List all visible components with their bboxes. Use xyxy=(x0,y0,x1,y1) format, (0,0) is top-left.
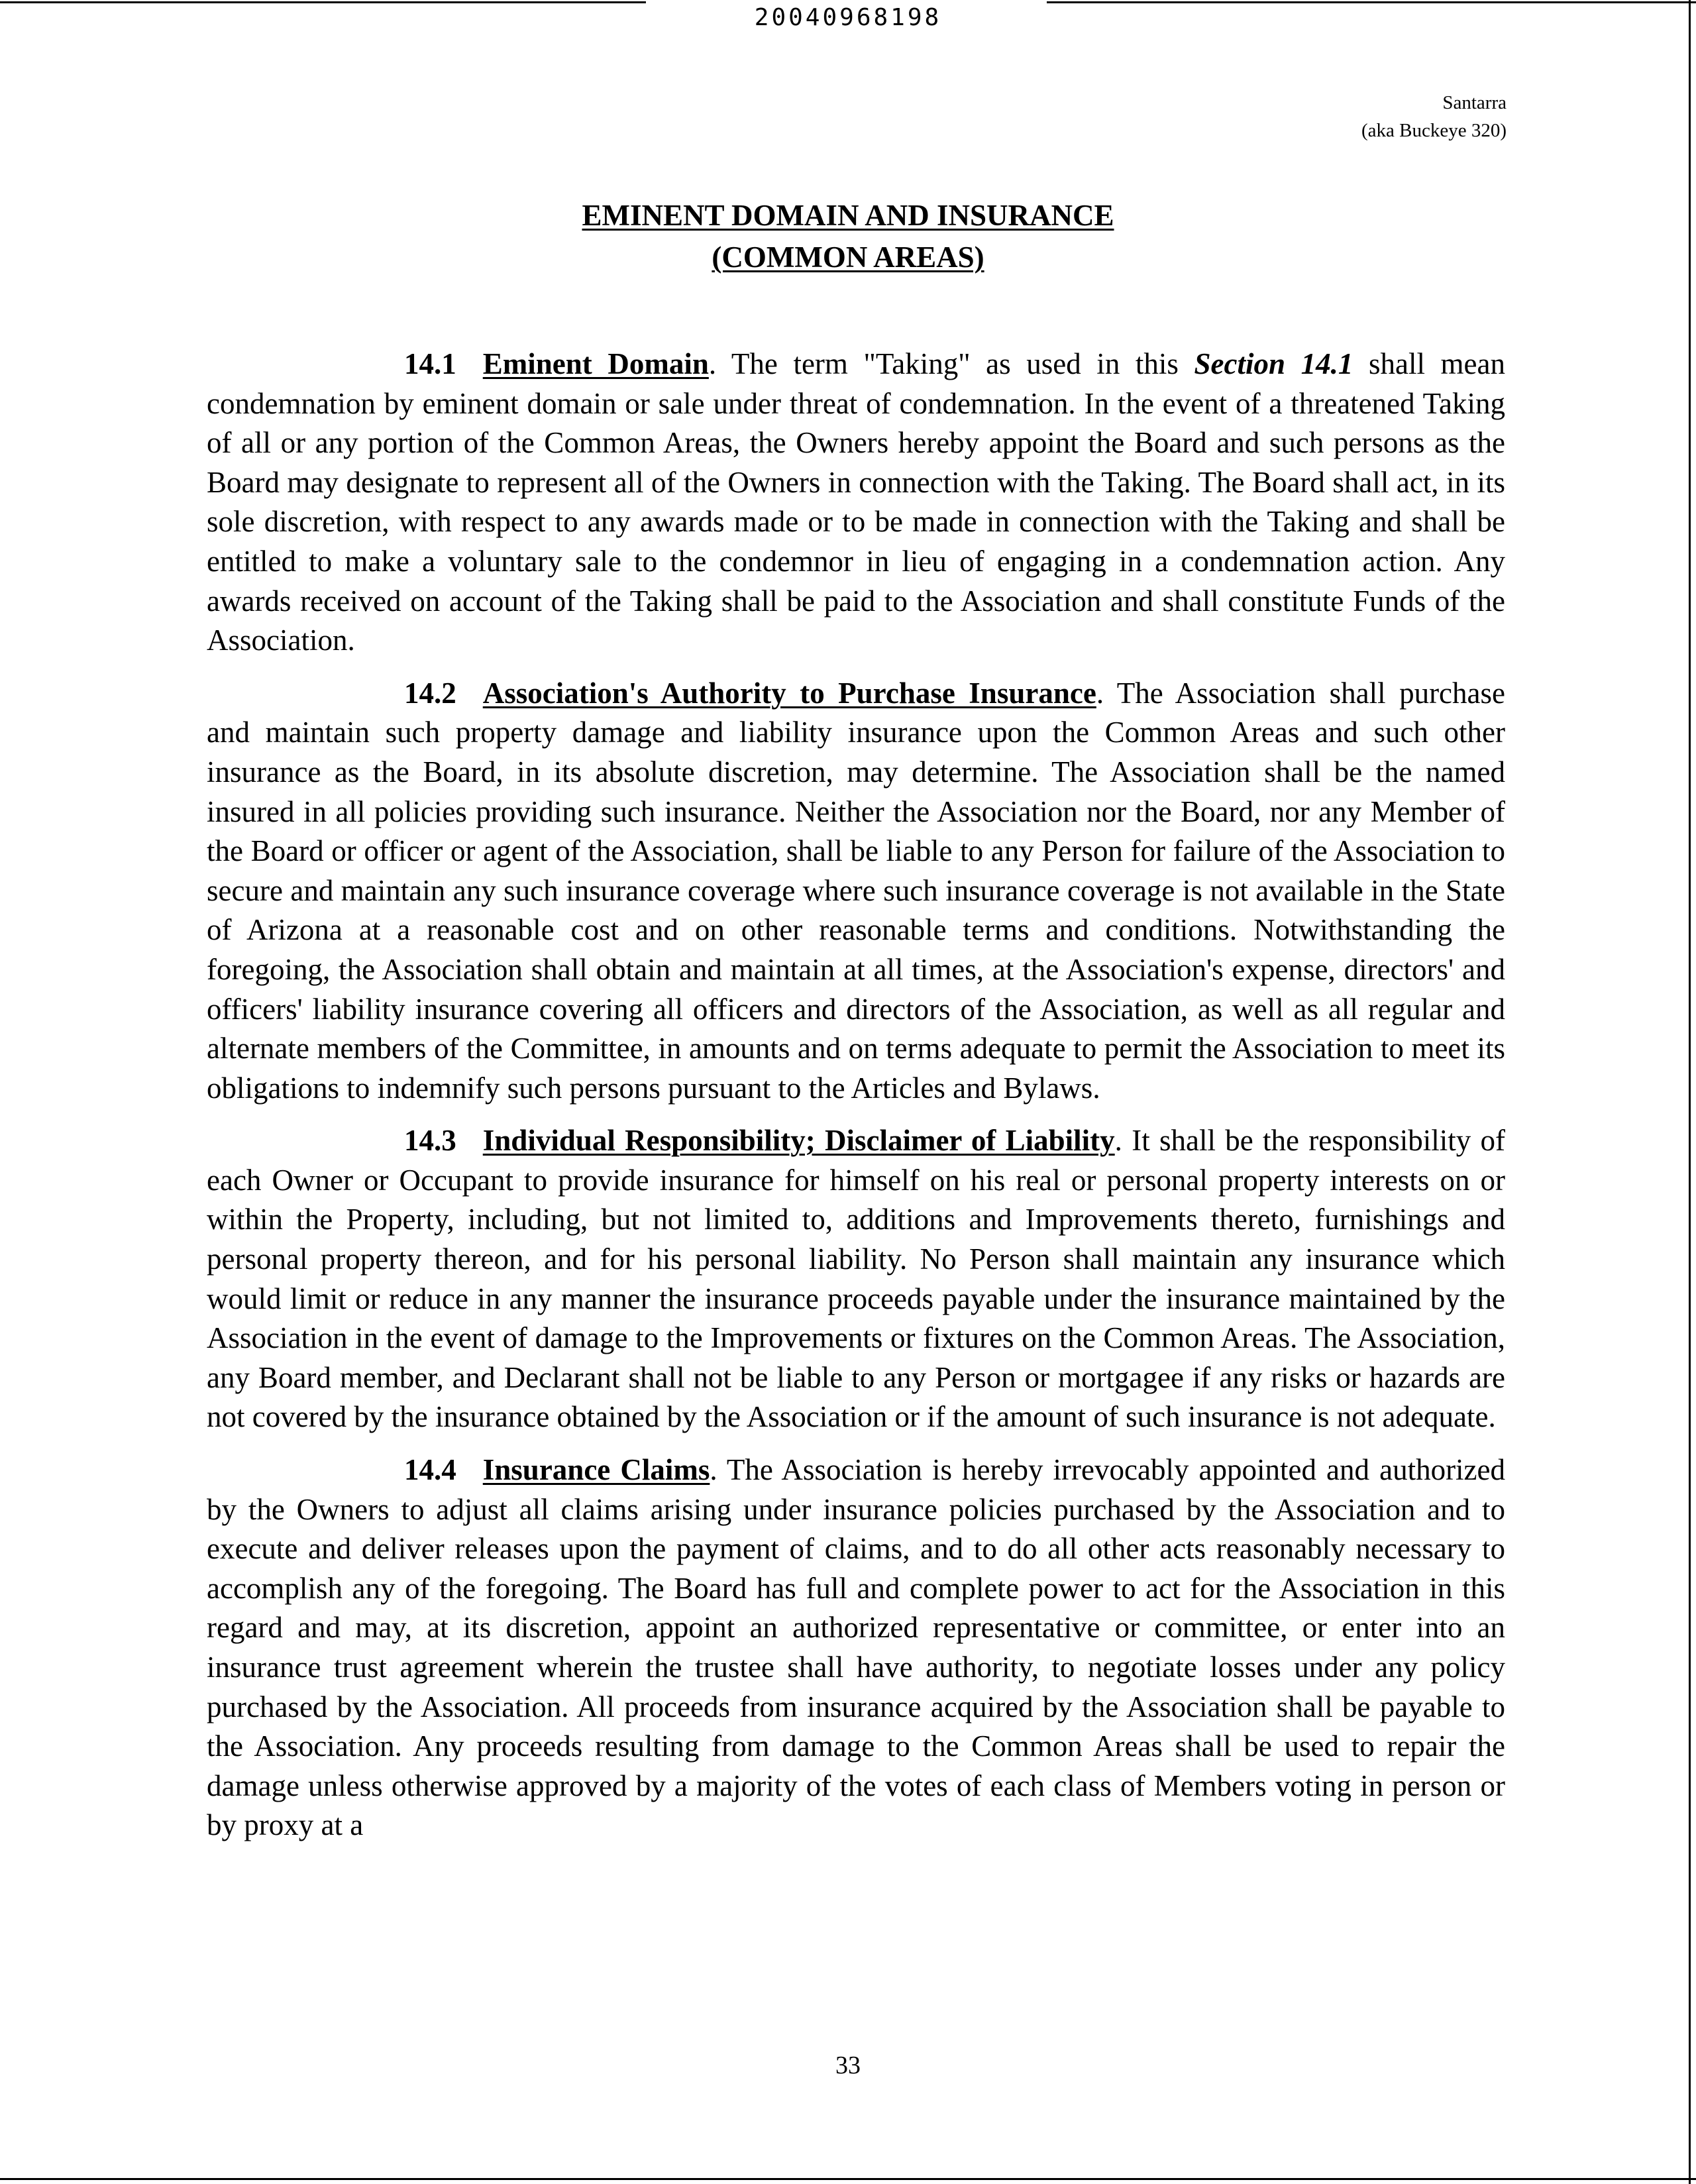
section-number: 14.2 xyxy=(404,676,456,710)
section-14-4: 14.4 Insurance Claims. The Association is hereby irrevocably appointed and authorized by the Owners to adjust all claims arising under insurance policies purchased by the Association and to execute and deliver releases upon the payment of claims, and to do all other acts reasonably necessary to accomplish any of the foregoing. The Board has full and complete power to act for the Association in this regard and may, at its discretion, appoint an authorized representative or committee, or enter into an insurance trust agreement wherein the trustee shall have authority, to negotiate losses under any policy purchased by the Association. All proceeds from insurance acquired by the Association shall be payable to the Association. Any proceeds resulting from damage to the Common Areas shall be used to repair the damage unless otherwise approved by a majority of the votes of each class of Members voting in person or by proxy at a xyxy=(207,1453,1506,1842)
article-title xyxy=(0,195,1696,278)
section-text: The Association is hereby irrevocably appointed and authorized by the Owners to adjust all claims arising under insurance policies purchased by the Association and to execute and deliver releases upon the payment of claims, and to do all other acts reasonably necessary to accomplish any of the foregoing. The Board has full and complete power to act for the Association in this regard and may, at its discretion, appoint an authorized representative or committee, or enter into an insurance trust agreement wherein the trustee shall have authority, to negotiate losses under any policy purchased by the Association. All proceeds from insurance acquired by the Association shall be payable to the Association. Any proceeds resulting from damage to the Common Areas shall be used to repair the damage unless otherwise approved by a majority of the votes of each class of Members voting in person or by proxy at a xyxy=(207,1453,1506,1842)
section-title: Insurance Claims xyxy=(482,1453,710,1487)
article-title-line2: (COMMON AREAS) xyxy=(712,241,984,274)
section-reference: Section 14.1 xyxy=(1194,347,1353,380)
section-text: It shall be the responsibility of each Owner or Occupant to provide insurance for himself on his real or personal property interests on or within the Property, including, but not limited to, additions and Improvements thereto, furnishings and personal property thereon, and for his personal liability. No Person shall maintain any insurance which would limit or reduce in any manner the insurance proceeds payable under the insurance maintained by the Association in the event of damage to the Improvements or fixtures on the Common Areas. The Association, any Board member, and Declarant shall not be liable to any Person or mortgagee if any risks or hazards are not covered by the insurance obtained by the Association or if the amount of such insurance is not adequate. xyxy=(207,1124,1505,1434)
section-title: Eminent Domain xyxy=(482,347,709,380)
section-number: 14.3 xyxy=(404,1124,456,1158)
article-title-line1: EMINENT DOMAIN AND INSURANCE xyxy=(582,199,1114,232)
section-text: The Association shall purchase and maintain such property damage and liability insurance upon the Common Areas and such other insurance as the Board, in its absolute discretion, may determine. The Association shall be the named insured in all policies providing such insurance. Neither the Association nor the Board, nor any Member of the Board or officer or agent of the Association, shall be liable to any Person for failure of the Association to secure and maintain any such insurance coverage where such insurance coverage is not available in the State of Arizona at a reasonable cost and on other reasonable terms and conditions. Notwithstanding the foregoing, the Association shall obtain and maintain at all times, at the Association's expense, directors' and officers' liability insurance covering all officers and directors of the Association, as well as all regular and alternate members of the Committee, in amounts and on terms adequate to permit the Association to meet its obligations to indemnify such persons pursuant to the Articles and Bylaws. xyxy=(207,676,1505,1105)
page-number: 33 xyxy=(835,2051,861,2079)
header-project-name: Santarra xyxy=(1442,92,1507,113)
document-id: 20040968198 xyxy=(754,4,942,31)
header-right xyxy=(1361,89,1507,144)
document-body xyxy=(207,345,1505,1859)
section-title: Association's Authority to Purchase Insurance xyxy=(482,676,1096,710)
section-text-continued: shall mean condemnation by eminent domain or sale under threat of condemnation. In the event of a threatened Taking of all or any portion of the Common Areas, the Owners hereby appoint the Board and such persons as the Board may designate to represent all of the Owners in connection with the Taking. The Board shall act, in its sole discretion, with respect to any awards made or to be made in connection with the Taking and shall be entitled to make a voluntary sale to the condemnor in lieu of engaging in a condemnation action. Any awards received on account of the Taking shall be paid to the Association and shall constitute Funds of the Association. xyxy=(207,347,1505,657)
section-number: 14.4 xyxy=(404,1453,456,1487)
header-project-aka: (aka Buckeye 320) xyxy=(1361,120,1507,141)
section-number: 14.1 xyxy=(404,347,456,380)
section-14-3: 14.3 Individual Responsibility; Disclaimer of Liability. It shall be the responsibility of each Owner or Occupant to provide insurance for himself on his real or personal property interests on or within the Property, including, but not limited to, additions and Improvements thereto, furnishings and personal property thereon, and for his personal liability. No Person shall maintain any insurance which would limit or reduce in any manner the insurance proceeds payable under the insurance maintained by the Association in the event of damage to the Improvements or fixtures on the Common Areas. The Association, any Board member, and Declarant shall not be liable to any Person or mortgagee if any risks or hazards are not covered by the insurance obtained by the Association or if the amount of such insurance is not adequate. xyxy=(207,1124,1505,1434)
page-edge-right xyxy=(1689,0,1691,2184)
section-14-2: 14.2 Association's Authority to Purchase Insurance. The Association shall purchase and maintain such property damage and liability insurance upon the Common Areas and such other insurance as the Board, in its absolute discretion, may determine. The Association shall be the named insured in all policies providing such insurance. Neither the Association nor the Board, nor any Member of the Board or officer or agent of the Association, shall be liable to any Person for failure of the Association to secure and maintain any such insurance coverage where such insurance coverage is not available in the State of Arizona at a reasonable cost and on other reasonable terms and conditions. Notwithstanding the foregoing, the Association shall obtain and maintain at all times, at the Association's expense, directors' and officers' liability insurance covering all officers and directors of the Association, as well as all regular and alternate members of the Committee, in amounts and on terms adequate to permit the Association to meet its obligations to indemnify such persons pursuant to the Articles and Bylaws. xyxy=(207,676,1505,1105)
page-edge-bottom xyxy=(0,2178,1696,2180)
section-14-1: 14.1 Eminent Domain. The term "Taking" as used in this Section 14.1 shall mean condemnation by eminent domain or sale under threat of condemnation. In the event of a threatened Taking of all or any portion of the Common Areas, the Owners hereby appoint the Board and such persons as the Board may designate to represent all of the Owners in connection with the Taking. The Board shall act, in its sole discretion, with respect to any awards made or to be made in connection with the Taking and shall be entitled to make a voluntary sale to the condemnor in lieu of engaging in a condemnation action. Any awards received on account of the Taking shall be paid to the Association and shall constitute Funds of the Association. xyxy=(207,347,1505,657)
section-text: The term "Taking" as used in this xyxy=(731,347,1194,380)
section-title: Individual Responsibility; Disclaimer of Liability xyxy=(482,1124,1115,1158)
